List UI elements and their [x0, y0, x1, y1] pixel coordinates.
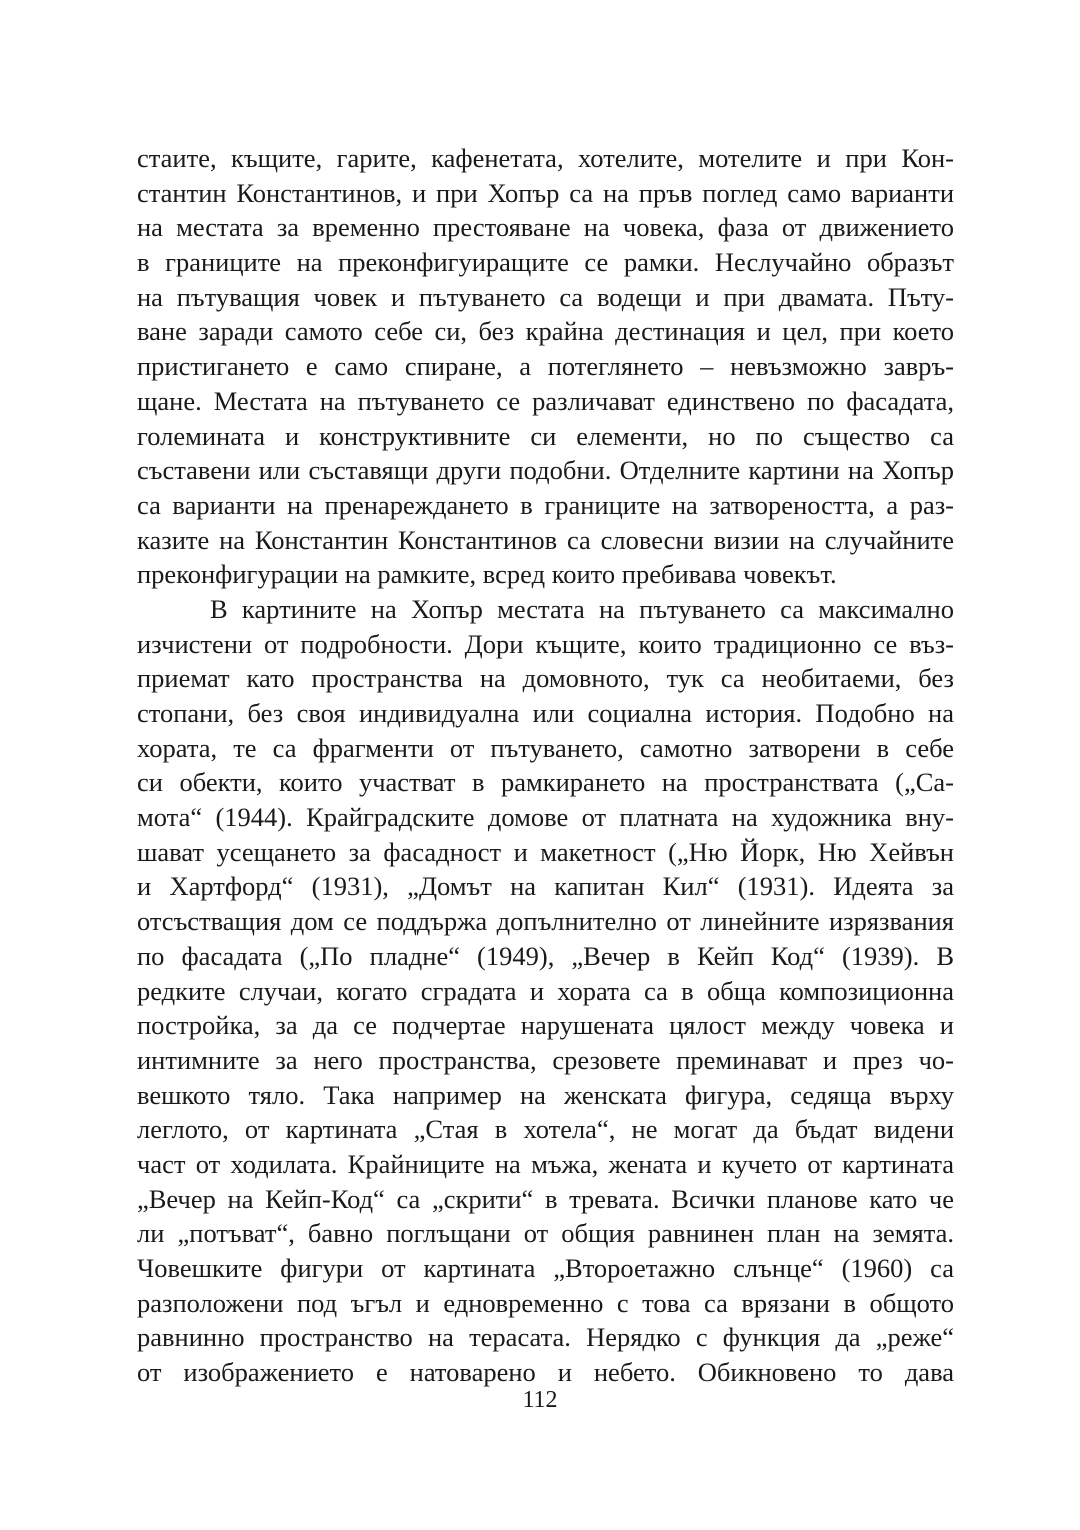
text-line: разположени под ъгъл и едновременно с това са врязани в общото [137, 1287, 954, 1318]
text-line: В картините на Хопър местата на пътуването са максимално [210, 593, 954, 624]
paragraph [137, 141, 954, 592]
text-line: съставени или съставящи други подобни. Отделните картини на Хопър [137, 455, 954, 486]
text-line: Човешките фигури от картината „Второетажно слънце“ (1960) са [137, 1253, 954, 1283]
text-line: част от ходилата. Крайниците на мъжа, жената и кучето от картината [137, 1148, 954, 1179]
text-line: големината и конструктивните си елементи, но по същество са [137, 420, 954, 451]
text-line: вешкото тяло. Така например на женската фигура, седяща върху [137, 1079, 954, 1110]
text-line: редките случаи, когато сградата и хората са в обща композиционна [137, 975, 954, 1006]
page-body [137, 141, 954, 1390]
text-line: равнинно пространство на терасата. Нерядко с функция да „реже“ [137, 1322, 954, 1353]
text-line: „Вечер на Кейп-Код“ са „скрити“ в тревата. Всички планове като че [137, 1183, 954, 1214]
text-line: ване заради самото себе си, без крайна дестинация и цел, при което [137, 316, 954, 347]
text-line: пристигането е само спиране, а потеглянето – невъзможно завръ- [137, 351, 954, 382]
text-line: отсъстващия дом се поддържа допълнително от линейните изрязвания [137, 906, 954, 937]
text-line: казите на Константин Константинов са словесни визии на случайните [137, 524, 954, 555]
text-line: мота“ (1944). Крайградските домове от платната на художника вну- [137, 802, 954, 833]
text-line: стантин Константинов, и при Хопър са на пръв поглед само варианти [137, 177, 954, 208]
text-line: приемат като пространства на домовното, тук са необитаеми, без [137, 663, 954, 694]
text-line: на пътуващия човек и пътуването са водещи и при двамата. Пъту- [137, 281, 954, 312]
text-line: щане. Местата на пътуването се различават единствено по фасадата, [137, 385, 954, 416]
page-number: 112 [522, 1387, 558, 1413]
text-line: са варианти на пренареждането в границите на затвореността, а раз- [137, 489, 954, 520]
paragraph [137, 592, 954, 1390]
text-line: леглото, от картината „Стая в хотела“, не могат да бъдат видени [137, 1114, 954, 1145]
text-line: в границите на преконфигуиращите се рамки. Неслучайно образът [137, 247, 954, 278]
text-line: от изображението е натоварено и небето. Обикновено то дава [137, 1357, 954, 1388]
text-line: преконфигурации на рамките, всред които пребивава човекът. [137, 559, 837, 590]
text-line: интимните за него пространства, срезовете преминават и през чо- [137, 1044, 954, 1075]
text-line: постройка, за да се подчертае нарушената цялост между човека и [137, 1010, 954, 1041]
text-line: си обекти, които участват в рамкирането на пространствата („Са- [137, 767, 954, 798]
text-line: ли „потъват“, бавно поглъщани от общия равнинен план на земята. [137, 1218, 954, 1249]
text-line: и Хартфорд“ (1931), „Домът на капитан Кил“ (1931). Идеята за [137, 871, 954, 902]
text-line: стаите, къщите, гарите, кафенетата, хотелите, мотелите и при Кон- [137, 143, 954, 173]
text-line: изчистени от подробности. Дори къщите, които традиционно се въз- [137, 628, 954, 659]
text-line: на местата за временно престояване на човека, фаза от движението [137, 212, 954, 243]
text-line: стопани, без своя индивидуална или социална история. Подобно на [137, 698, 954, 728]
text-line: шават усещането за фасадност и макетност („Ню Йорк, Ню Хейвън [137, 836, 954, 867]
text-line: по фасадата („По пладне“ (1949), „Вечер в Кейп Код“ (1939). В [137, 940, 954, 971]
text-line: хората, те са фрагменти от пътуването, самотно затворени в себе [137, 732, 954, 763]
